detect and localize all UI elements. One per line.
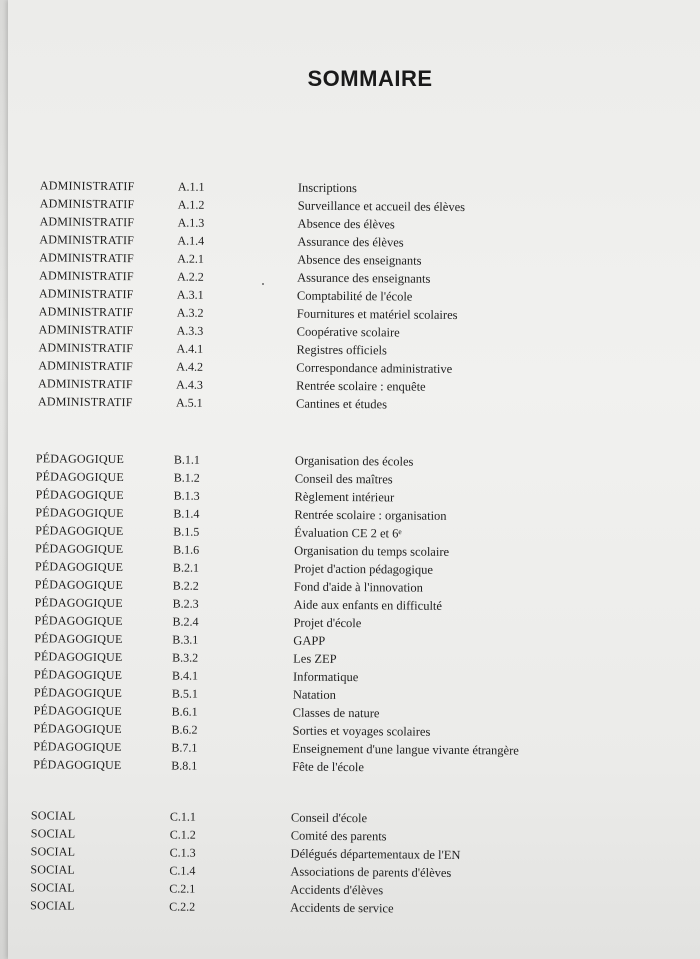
toc-code: B.6.2 xyxy=(171,722,198,737)
toc-label: Accidents d'élèves xyxy=(290,882,384,898)
toc-label: Registres officiels xyxy=(296,342,387,358)
toc-category: ADMINISTRATIF xyxy=(38,304,134,320)
toc-code: A.2.2 xyxy=(177,269,204,284)
toc-code: B.1.3 xyxy=(173,488,200,503)
toc-label: Rentrée scolaire : enquête xyxy=(296,378,426,394)
toc-code: B.2.2 xyxy=(172,578,199,593)
toc-label: Projet d'école xyxy=(293,615,362,631)
toc-code: A.3.3 xyxy=(176,323,204,338)
toc-category: PÉDAGOGIQUE xyxy=(35,505,124,521)
toc-category: PÉDAGOGIQUE xyxy=(35,469,125,485)
section-pedagogique xyxy=(0,449,700,779)
toc-label: Natation xyxy=(292,687,336,702)
toc-code: B.3.1 xyxy=(172,632,199,647)
toc-code: B.6.1 xyxy=(171,704,198,719)
toc-category: PÉDAGOGIQUE xyxy=(34,649,123,665)
toc-category: SOCIAL xyxy=(30,862,76,877)
toc-label: Sorties et voyages scolaires xyxy=(292,723,431,739)
toc-code: A.4.3 xyxy=(176,377,203,392)
toc-category: ADMINISTRATIF xyxy=(39,196,135,212)
toc-code: A.2.1 xyxy=(177,251,205,266)
toc-category: SOCIAL xyxy=(30,898,75,913)
toc-code: B.1.6 xyxy=(173,542,200,557)
toc-category: PÉDAGOGIQUE xyxy=(33,739,122,755)
toc-code: B.3.2 xyxy=(172,650,199,665)
toc-category: ADMINISTRATIF xyxy=(39,250,134,266)
toc-code: C.1.3 xyxy=(169,845,196,860)
toc-category: PÉDAGOGIQUE xyxy=(33,757,122,773)
toc-label: Évaluation CE 2 et 6ᵉ xyxy=(294,525,402,541)
toc-label: Assurance des élèves xyxy=(297,234,404,250)
toc-label: Règlement intérieur xyxy=(294,489,395,505)
toc-category: SOCIAL xyxy=(30,880,75,895)
toc-code: B.1.5 xyxy=(173,524,200,539)
toc-category: ADMINISTRATIF xyxy=(37,394,133,410)
toc-code: B.2.3 xyxy=(172,596,199,611)
toc-code: B.5.1 xyxy=(171,686,198,701)
toc-label: Classes de nature xyxy=(292,705,380,721)
section-social xyxy=(0,806,700,920)
toc-category: ADMINISTRATIF xyxy=(39,232,135,248)
toc-category: PÉDAGOGIQUE xyxy=(35,541,124,557)
toc-label: Les ZEP xyxy=(293,651,337,666)
toc-label: Absence des élèves xyxy=(297,216,395,232)
toc-label: Fête de l'école xyxy=(292,759,364,775)
toc-code: C.2.2 xyxy=(169,899,196,914)
toc-label: Projet d'action pédagogique xyxy=(293,561,434,577)
toc-category: ADMINISTRATIF xyxy=(39,214,135,230)
toc-category: PÉDAGOGIQUE xyxy=(34,577,124,593)
toc-code: B.8.1 xyxy=(171,758,198,773)
toc-label: Correspondance administrative xyxy=(296,360,453,376)
toc-label: Informatique xyxy=(292,669,359,685)
toc-code: A.1.3 xyxy=(177,215,205,230)
toc-category: PÉDAGOGIQUE xyxy=(34,631,123,647)
toc-code: A.1.4 xyxy=(177,233,205,248)
toc-label: Enseignement d'une langue vivante étrangère xyxy=(292,741,519,758)
toc-label: Inscriptions xyxy=(297,180,358,196)
toc-code: B.4.1 xyxy=(171,668,199,683)
toc-label: Cantines et études xyxy=(295,396,388,412)
toc-code: A.1.2 xyxy=(177,197,205,212)
toc-code: B.1.4 xyxy=(173,506,200,521)
toc-category: ADMINISTRATIF xyxy=(39,178,135,194)
toc-category: PÉDAGOGIQUE xyxy=(34,595,123,611)
toc-label: Aide aux enfants en difficulté xyxy=(293,597,443,613)
toc-code: B.2.1 xyxy=(172,560,200,575)
toc-label: Coopérative scolaire xyxy=(296,324,400,340)
toc-code: C.2.1 xyxy=(169,881,196,896)
toc-label: Comité des parents xyxy=(290,828,387,844)
toc-label: GAPP xyxy=(293,633,326,648)
toc-category: SOCIAL xyxy=(30,826,76,841)
toc-category: PÉDAGOGIQUE xyxy=(33,667,123,683)
toc-category: ADMINISTRATIF xyxy=(38,340,134,356)
toc-category: ADMINISTRATIF xyxy=(38,286,134,302)
toc-label: Conseil d'école xyxy=(290,810,368,826)
toc-category: PÉDAGOGIQUE xyxy=(33,685,123,701)
toc-label: Associations de parents d'élèves xyxy=(290,864,452,880)
toc-category: ADMINISTRATIF xyxy=(38,322,134,338)
toc-code: A.3.1 xyxy=(176,287,204,302)
page-title: SOMMAIRE xyxy=(307,66,433,91)
toc-label: Délégués départementaux de l'EN xyxy=(290,846,461,863)
toc-category: ADMINISTRATIF xyxy=(39,268,134,284)
toc-label: Comptabilité de l'école xyxy=(296,288,413,304)
toc-label: Fond d'aide à l'innovation xyxy=(293,579,424,595)
toc-code: B.1.1 xyxy=(173,452,200,467)
toc-code: A.5.1 xyxy=(175,395,203,410)
section-administratif xyxy=(0,176,700,416)
toc-label: Organisation du temps scolaire xyxy=(294,543,450,559)
toc-label: Assurance des enseignants xyxy=(297,270,431,286)
toc-category: PÉDAGOGIQUE xyxy=(35,523,124,539)
toc-category: PÉDAGOGIQUE xyxy=(33,703,122,719)
toc-category: PÉDAGOGIQUE xyxy=(35,451,125,467)
toc-label: Conseil des maîtres xyxy=(294,471,393,487)
toc-category: PÉDAGOGIQUE xyxy=(33,721,122,737)
toc-label: Organisation des écoles xyxy=(294,453,414,469)
toc-label: Accidents de service xyxy=(290,900,394,916)
toc-label: Absence des enseignants xyxy=(297,252,422,268)
toc-category: ADMINISTRATIF xyxy=(38,358,134,374)
toc-label: Rentrée scolaire : organisation xyxy=(294,507,447,523)
toc-code: C.1.1 xyxy=(169,809,196,824)
toc-code: B.2.4 xyxy=(172,614,199,629)
toc-label: Fournitures et matériel scolaires xyxy=(296,306,458,322)
toc-code: C.1.4 xyxy=(169,863,196,878)
toc-category: SOCIAL xyxy=(30,844,76,859)
toc-code: A.4.2 xyxy=(176,359,204,374)
toc-category: PÉDAGOGIQUE xyxy=(35,487,124,503)
toc-category: ADMINISTRATIF xyxy=(38,376,133,392)
toc-code: A.1.1 xyxy=(177,179,205,194)
toc-code: B.7.1 xyxy=(171,740,198,755)
toc-code: C.1.2 xyxy=(169,827,196,842)
toc-category: PÉDAGOGIQUE xyxy=(34,613,123,629)
toc-code: B.1.2 xyxy=(173,470,200,485)
toc-category: PÉDAGOGIQUE xyxy=(34,559,124,575)
toc-category: SOCIAL xyxy=(30,808,76,823)
toc-code: A.4.1 xyxy=(176,341,204,356)
toc-label: Surveillance et accueil des élèves xyxy=(297,198,466,215)
toc-code: A.3.2 xyxy=(176,305,204,320)
